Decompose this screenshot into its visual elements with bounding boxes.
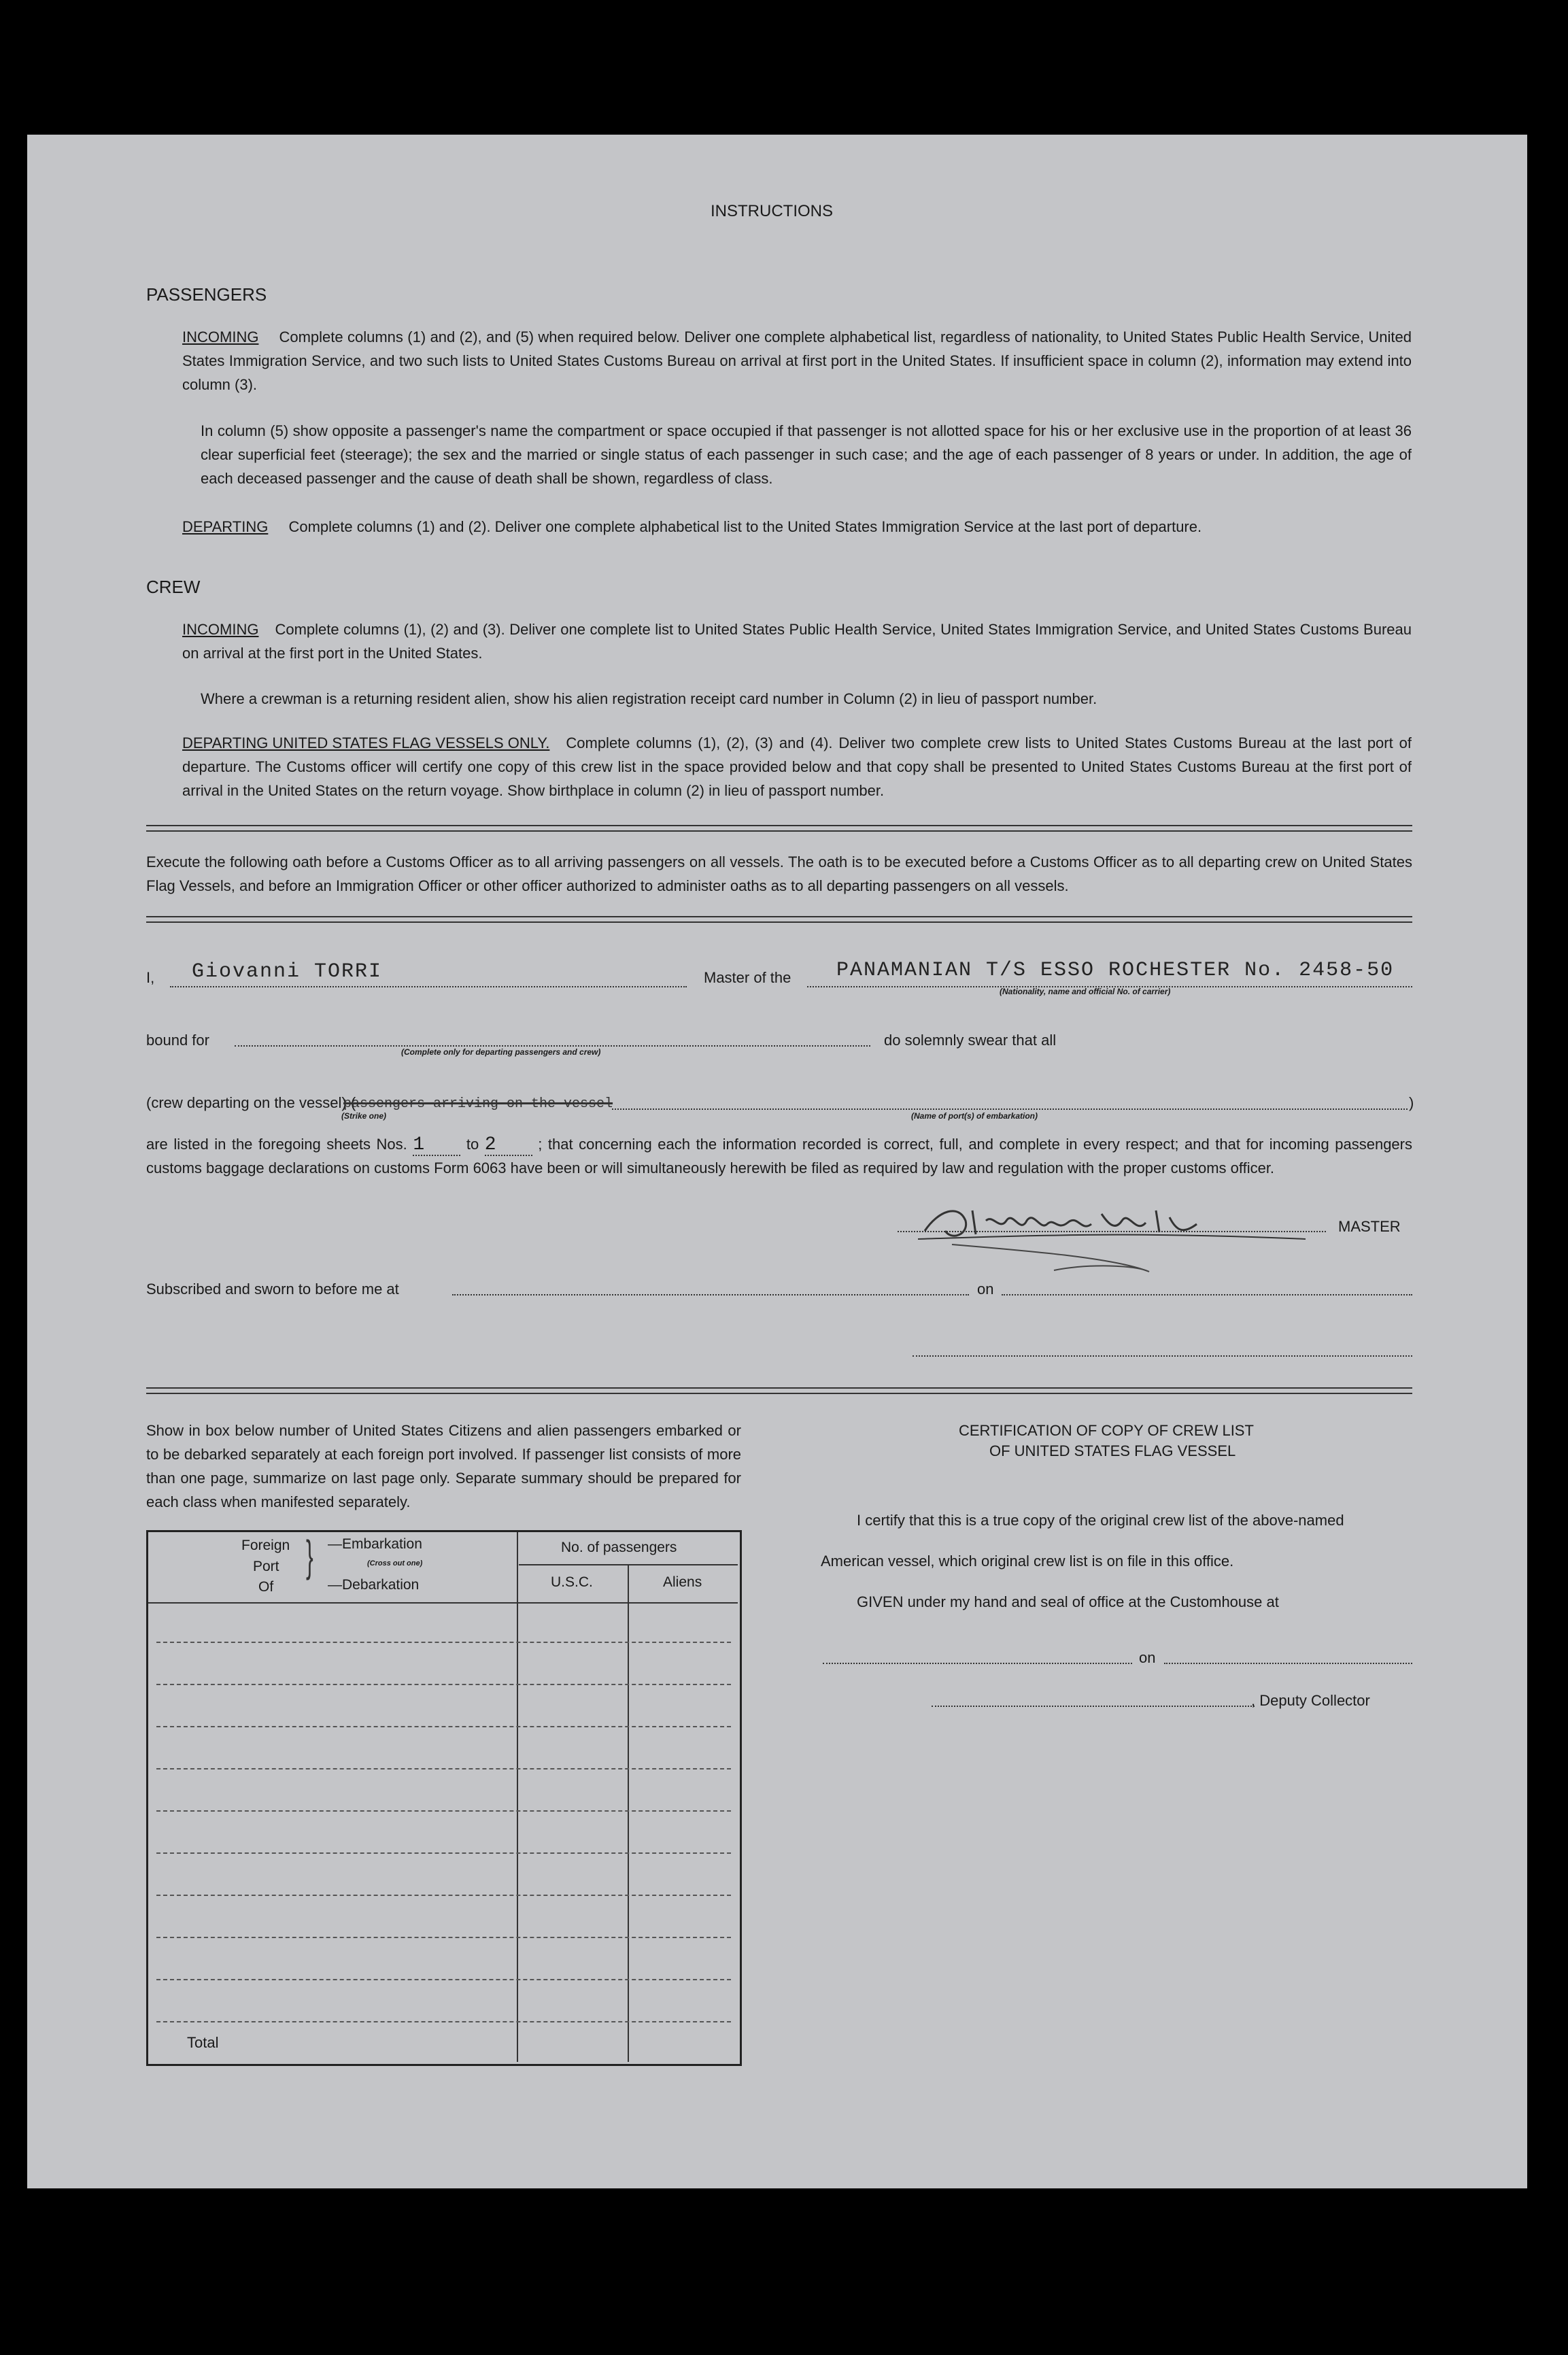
sheets-prefix: are listed in the foregoing sheets Nos. — [146, 1136, 407, 1153]
summary-row-line — [156, 1852, 731, 1854]
subscribed-on-label: on — [977, 1281, 994, 1298]
passengers-departing-text: Complete columns (1) and (2). Deliver one complete alphabetical list to the United States Immigration Service at the last port of departure. — [288, 518, 1202, 535]
strike-caption: (Strike one) — [341, 1111, 387, 1121]
passengers-departing-paragraph — [182, 515, 1412, 539]
crew-departing-label: (crew departing on the vessel) ( — [146, 1094, 356, 1111]
passengers-incoming-label: INCOMING — [182, 328, 259, 345]
debarkation-label: —Debarkation — [328, 1577, 420, 1593]
crew-departing-paragraph — [182, 731, 1412, 802]
oath-i-label: I, — [146, 969, 155, 986]
summary-row-line — [156, 1768, 731, 1769]
cert-line1: I certify that this is a true copy of the original crew list of the above-named — [857, 1512, 1344, 1529]
vessel-name: PANAMANIAN T/S ESSO ROCHESTER No. 2458-50 — [836, 959, 1395, 982]
bound-for-label: bound for — [146, 1032, 209, 1049]
summary-row-line — [156, 1726, 731, 1727]
divider — [146, 825, 1412, 832]
cert-line3: GIVEN under my hand and seal of office at the Customhouse at — [857, 1593, 1279, 1610]
vessel-caption: (Nationality, name and official No. of carrier) — [1000, 987, 1171, 996]
col-usc: U.S.C. — [551, 1574, 593, 1590]
passengers-departing-label: DEPARTING — [182, 518, 269, 535]
summary-row-line — [156, 1979, 731, 1980]
summary-row-line — [156, 1937, 731, 1938]
cert-line2: American vessel, which original crew list is on file in this office. — [821, 1553, 1234, 1570]
struck-passengers-text: passengers arriving on the vessel — [343, 1096, 613, 1112]
crew-incoming-paragraph — [182, 617, 1412, 665]
cert-title-line2: OF UNITED STATES FLAG VESSEL — [989, 1442, 1236, 1459]
cert-title-line1: CERTIFICATION OF COPY OF CREW LIST — [959, 1422, 1254, 1439]
ports-caption: (Name of port(s) of embarkation) — [911, 1111, 1038, 1121]
passengers-heading: PASSENGERS — [146, 284, 267, 305]
cross-out-caption: (Cross out one) — [367, 1559, 423, 1568]
divider — [146, 1387, 1412, 1394]
divider — [146, 916, 1412, 923]
summary-instructions: Show in box below number of United States Citizens and alien passengers embarked or to be debarked separately at each foreign port involved. If passenger list consists of more than one page, summarize on last page only. Separate summary should be prepared for each class when manifested separately. — [146, 1422, 741, 1510]
passengers-incoming-paragraph — [182, 325, 1412, 396]
master-label: MASTER — [1338, 1218, 1401, 1235]
passengers-column5-text: In column (5) show opposite a passenger's name the compartment or space occupied if that passenger is not allotted space for his or her exclusive use in the proportion of at least 36 clear superficial feet (steerage); the sex and the married or single status of each passenger in such case; and the age of each passenger of 8 years or under. In addition, the age of each deceased passenger and the cause of death shall be shown, regardless of class. — [201, 422, 1412, 487]
master-of-label: Master of the — [704, 969, 791, 986]
col-no-passengers: No. of passengers — [561, 1540, 677, 1555]
sheet-to: 2 — [485, 1136, 532, 1156]
close-paren: ) — [1409, 1094, 1414, 1111]
sheets-to-label: to — [466, 1136, 479, 1153]
bound-for-caption: (Complete only for departing passengers and crew) — [401, 1047, 601, 1057]
crew-departing-label: DEPARTING UNITED STATES FLAG VESSELS ONLY. — [182, 734, 550, 751]
crew-heading: CREW — [146, 577, 201, 597]
summary-row-line — [156, 1895, 731, 1896]
swear-text: do solemnly swear that all — [884, 1032, 1057, 1049]
passengers-incoming-text: Complete columns (1) and (2), and (5) when required below. Deliver one complete alphabetical list, regardless of nationality, to United States Public Health Service, United States Immigration Service, and two such lists to United States Customs Bureau on arrival at first port in the United States. If insufficient space in column (2), information may extend into column (3). — [182, 328, 1412, 393]
crew-incoming-label: INCOMING — [182, 621, 259, 638]
page-title: INSTRUCTIONS — [711, 202, 833, 220]
col-port: Port — [253, 1559, 279, 1574]
col-of: Of — [258, 1579, 274, 1595]
sheets-statement — [146, 1132, 1412, 1180]
summary-row-line — [156, 2021, 731, 2022]
crew-incoming-text: Complete columns (1), (2) and (3). Deliver one complete list to United States Public Health Service, United States Immigration Service, and United States Customs Bureau on arrival at the first port in the United States. — [182, 621, 1412, 662]
sheet-from: 1 — [413, 1136, 460, 1156]
master-name: Giovanni TORRI — [192, 960, 383, 983]
brace-icon: } — [306, 1531, 313, 1580]
sheets-suffix: ; that concerning each the information recorded is correct, full, and complete in every respect; and that for incoming passengers customs baggage declarations on customs Form 6063 have been or will simultaneously herewith be filed as required by law and regulation with the proper customs officer. — [146, 1136, 1412, 1176]
passenger-summary-table — [146, 1530, 742, 2066]
col-aliens: Aliens — [663, 1574, 702, 1590]
summary-row-line — [156, 1642, 731, 1643]
col-foreign: Foreign — [241, 1538, 290, 1553]
cert-deputy-label: , Deputy Collector — [1251, 1692, 1370, 1709]
crew-departing-text: Complete columns (1), (2), (3) and (4). Deliver two complete crew lists to United States Customs Bureau at the last port of departure. The Customs officer will certify one copy of this crew list in the space provided below and that copy shall be presented to United States Customs Bureau at the first port of arrival in the United States on the return voyage. Show birthplace in column (2) in lieu of passport number. — [182, 734, 1412, 799]
crew-resident-text: Where a crewman is a returning resident alien, show his alien registration receipt card number in Column (2) in lieu of passport number. — [201, 690, 1097, 707]
total-label: Total — [187, 2034, 219, 2051]
embarkation-label: —Embarkation — [328, 1536, 422, 1552]
cert-on-label: on — [1139, 1649, 1156, 1666]
subscribed-label: Subscribed and sworn to before me at — [146, 1281, 399, 1298]
summary-row-line — [156, 1684, 731, 1685]
summary-row-line — [156, 1810, 731, 1812]
oath-instructions: Execute the following oath before a Customs Officer as to all arriving passengers on all vessels. The oath is to be executed before a Customs Officer as to all departing crew on United States Flag Vessels, and before an Immigration Officer or other officer authorized to administer oaths as to all departing passengers on all vessels. — [146, 853, 1412, 894]
